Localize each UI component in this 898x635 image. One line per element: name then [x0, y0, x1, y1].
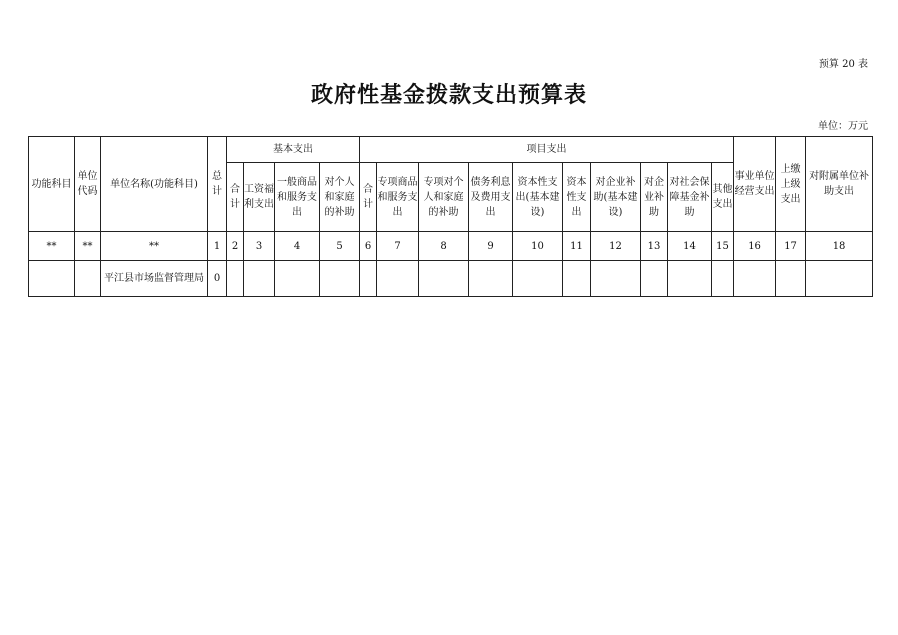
header-project-col: 专项商品和服务支出 [377, 163, 419, 232]
header-project-col: 合计 [360, 163, 377, 232]
data-cell [513, 261, 563, 297]
data-cell-unit-code [75, 261, 101, 297]
index-cell: 2 [227, 232, 244, 261]
header-basic-col: 对个人和家庭的补助 [320, 163, 360, 232]
unit-label: 单位：万元 [818, 121, 868, 132]
data-cell-unit-name: 平江县市场监督管理局 [101, 261, 208, 297]
data-cell [360, 261, 377, 297]
data-cell [320, 261, 360, 297]
data-cell [275, 261, 320, 297]
data-cell [227, 261, 244, 297]
header-project-col: 债务利息及费用支出 [469, 163, 513, 232]
index-cell: 18 [806, 232, 873, 261]
index-cell: 17 [776, 232, 806, 261]
index-cell: 16 [734, 232, 776, 261]
index-cell: 13 [641, 232, 668, 261]
header-row-1 [29, 137, 873, 163]
header-project: 项目支出 [360, 137, 734, 163]
header-project-col: 专项对个人和家庭的补助 [419, 163, 469, 232]
data-cell [244, 261, 275, 297]
data-cell [591, 261, 641, 297]
index-cell: ** [29, 232, 75, 261]
index-cell: 6 [360, 232, 377, 261]
header-basic-col: 合计 [227, 163, 244, 232]
header-func-subject: 功能科目 [29, 137, 75, 232]
form-number: 预算 20 表 [818, 59, 868, 70]
index-cell: 5 [320, 232, 360, 261]
data-cell [641, 261, 668, 297]
header-basic: 基本支出 [227, 137, 360, 163]
index-cell: 15 [712, 232, 734, 261]
header-project-col: 对社会保障基金补助 [668, 163, 712, 232]
index-cell: 7 [377, 232, 419, 261]
data-cell [419, 261, 469, 297]
index-cell: 4 [275, 232, 320, 261]
header-basic-col: 一般商品和服务支出 [275, 163, 320, 232]
page-title: 政府性基金拨款支出预算表 [310, 83, 587, 108]
index-cell: 12 [591, 232, 641, 261]
index-cell: 8 [419, 232, 469, 261]
header-project-col: 资本性支出(基本建设) [513, 163, 563, 232]
index-cell: 10 [513, 232, 563, 261]
header-project-col: 对企业补助(基本建设) [591, 163, 641, 232]
index-cell: 9 [469, 232, 513, 261]
index-cell: 1 [208, 232, 227, 261]
index-cell: 3 [244, 232, 275, 261]
header-total: 总计 [208, 137, 227, 232]
index-cell: ** [101, 232, 208, 261]
data-cell [806, 261, 873, 297]
header-affiliated: 对附属单位补助支出 [806, 137, 873, 232]
data-cell [712, 261, 734, 297]
data-cell [469, 261, 513, 297]
index-cell: ** [75, 232, 101, 261]
data-cell [377, 261, 419, 297]
header-business: 事业单位经营支出 [734, 137, 776, 232]
table-row [29, 261, 873, 297]
data-cell [734, 261, 776, 297]
index-row [29, 232, 873, 261]
data-cell [668, 261, 712, 297]
index-cell: 14 [668, 232, 712, 261]
header-unit-code: 单位代码 [75, 137, 101, 232]
header-basic-col: 工资福利支出 [244, 163, 275, 232]
header-upper: 上缴上级支出 [776, 137, 806, 232]
header-project-col: 资本性支出 [563, 163, 591, 232]
header-project-col: 对企业补助 [641, 163, 668, 232]
budget-table [28, 136, 873, 297]
data-cell [563, 261, 591, 297]
index-cell: 11 [563, 232, 591, 261]
header-unit-name: 单位名称(功能科目) [101, 137, 208, 232]
data-cell [776, 261, 806, 297]
header-project-col: 其他支出 [712, 163, 734, 232]
data-cell-total: 0 [208, 261, 227, 297]
data-cell-func-subject [29, 261, 75, 297]
